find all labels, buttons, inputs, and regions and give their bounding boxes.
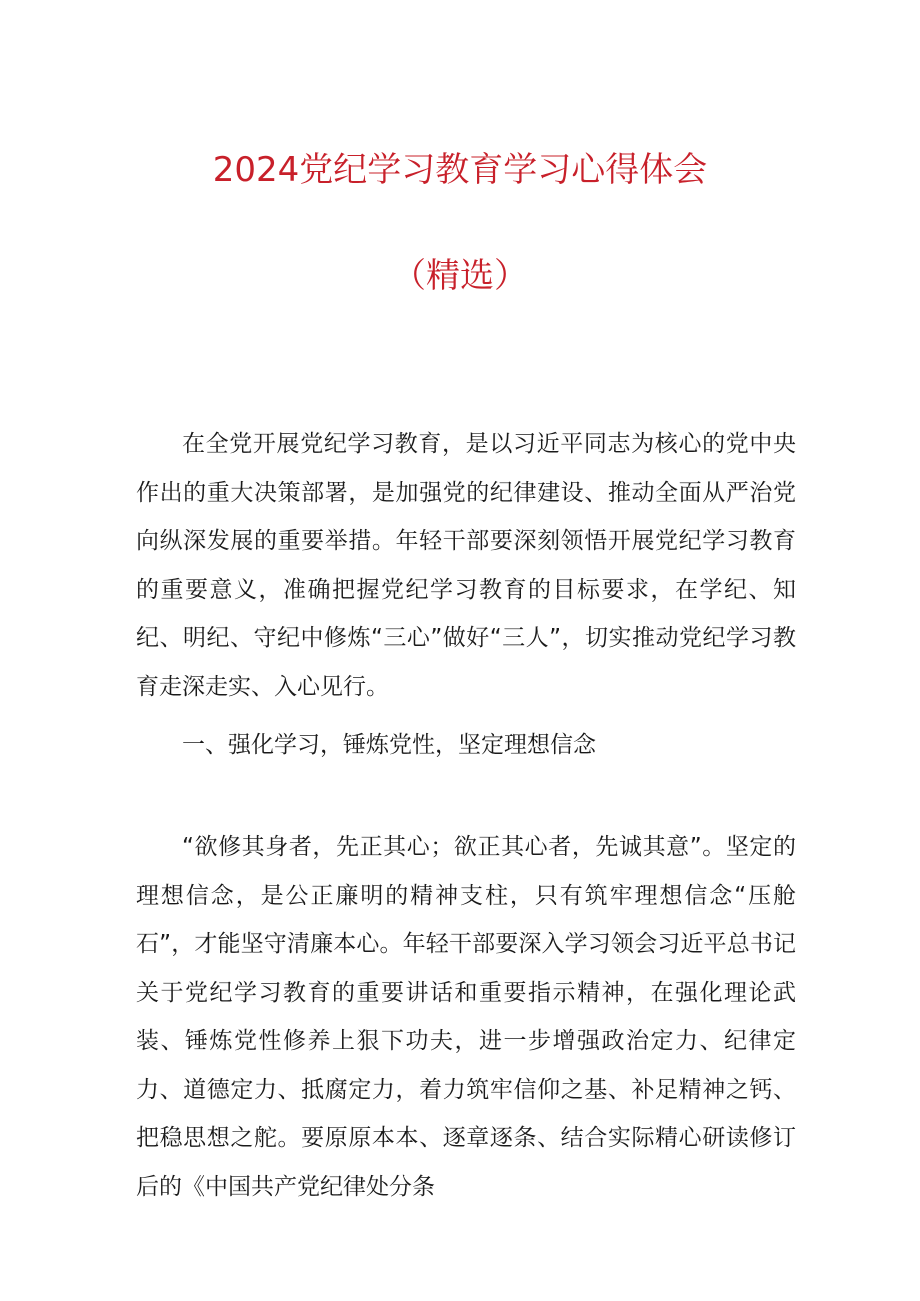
section-heading: 一、强化学习，锤炼党性，坚定理想信念 bbox=[182, 732, 596, 758]
intro-paragraph: 在全党开展党纪学习教育，是以习近平同志为核心的党中央作出的重大决策部署，是加强党的纪律建设、推动全面从严治党向纵深发展的重要举措。年轻干部要深刻领悟开展党纪学习教育的重要意义，准确把握党纪学习教育的目标要求，在学纪、知纪、明纪、守纪中修炼“三心”做好“三人”，切实推动党纪学习教育走深走实、入心见行。 bbox=[136, 431, 796, 700]
document-title: 2024党纪学习教育学习心得体会 bbox=[212, 150, 708, 190]
document-subtitle: （精选） bbox=[392, 256, 528, 296]
section-paragraph: “欲修其身者，先正其心；欲正其心者，先诚其意”。坚定的理想信念，是公正廉明的精神支柱，只有筑牢理想信念“压舱石”，才能坚守清廉本心。年轻干部要深入学习领会习近平总书记关于党纪学习教育的重要讲话和重要指示精神，在强化理论武装、锤炼党性修养上狠下功夫，进一步增强政治定力、纪律定力、道德定力、抵腐定力，着力筑牢信仰之基、补足精神之钙、把稳思想之舵。要原原本本、逐章逐条、结合实际精心研读修订后的《中国共产党纪律处分条 bbox=[136, 834, 796, 1200]
